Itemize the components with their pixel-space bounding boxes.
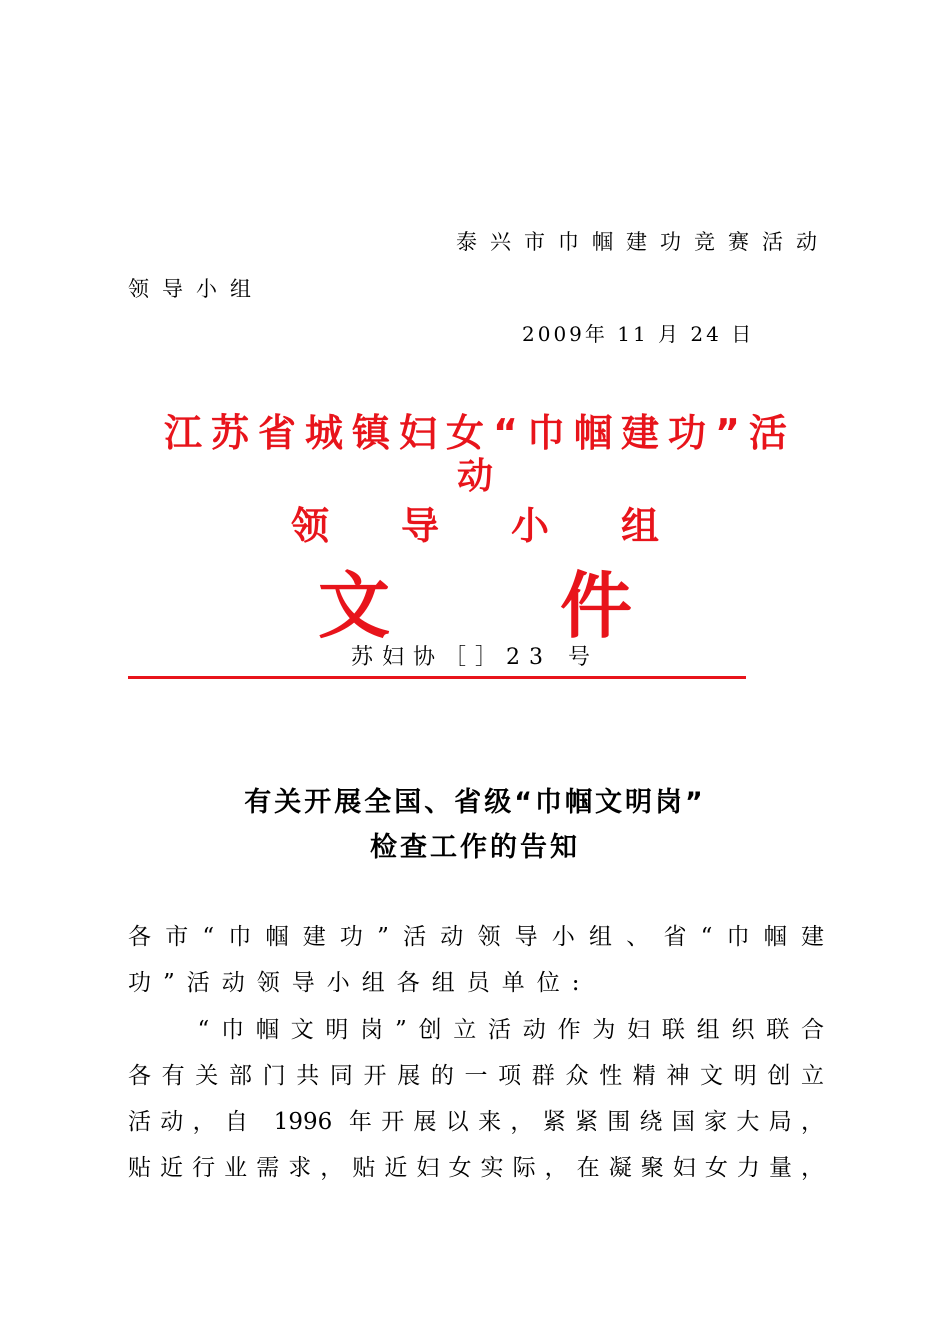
body-line: 各市“巾帼建功”活动领导小组、省“巾帼建 (128, 924, 824, 950)
header-document-label: 文件 (317, 564, 802, 648)
body-line: 各有关部门共同开展的一项群众性精神文明创立 (128, 1063, 824, 1089)
document-number: 苏妇协［］23 号 (351, 645, 599, 670)
signature-org-line1: 泰兴市巾帼建功竞赛活动 (456, 230, 830, 254)
header-red-rule (128, 676, 746, 679)
notice-title-line1: 有关开展全国、省级“巾帼文明岗” (244, 787, 706, 818)
body-line: 活动，自 1996 年开展以来，紧紧围绕国家大局， (128, 1109, 824, 1135)
body-line: “巾帼文明岗”创立活动作为妇联组织联合 (128, 1017, 824, 1043)
header-title-line2: 动 (456, 456, 493, 497)
signature-date: 2009年 11 月 24 日 (522, 322, 755, 346)
signature-org-line2: 领导小组 (128, 277, 264, 301)
header-title-line1: 江苏省城镇妇女“巾帼建功”活 (164, 411, 796, 455)
notice-title-line2: 检查工作的告知 (370, 832, 580, 863)
header-title-line3: 领导小组 (290, 504, 731, 548)
body-line: 贴近行业需求，贴近妇女实际，在凝聚妇女力量， (128, 1155, 824, 1181)
body-line: 功”活动领导小组各组员单位: (128, 970, 592, 996)
